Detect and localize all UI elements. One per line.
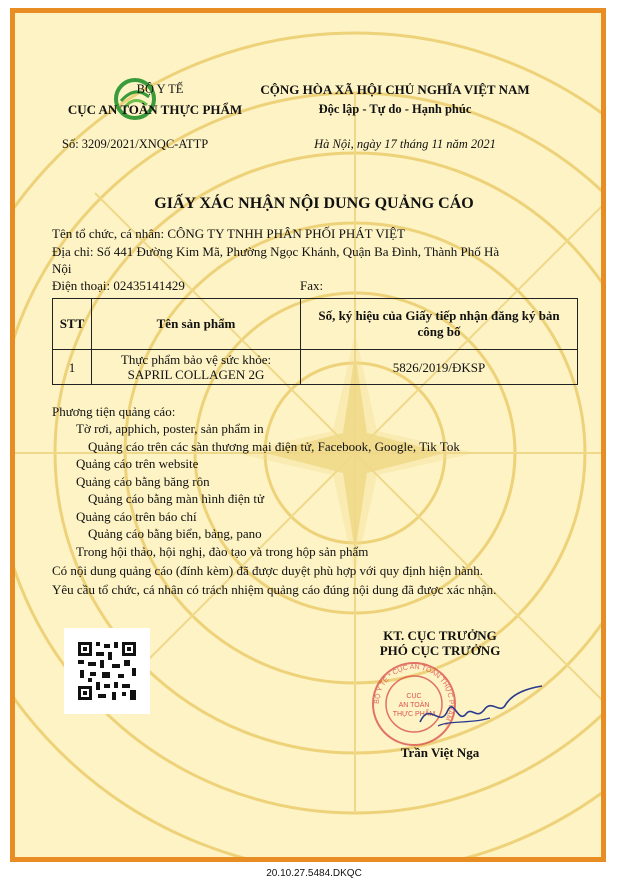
ad-means-list	[76, 420, 460, 560]
place-date: Hà Nội, ngày 17 tháng 11 năm 2021	[314, 137, 496, 151]
header-product-name: Tên sản phẩm	[92, 299, 301, 350]
ministry-name: BỘ Y TẾ	[136, 82, 184, 96]
table-row	[53, 350, 578, 385]
cell-product-name	[92, 350, 301, 385]
responsibility-statement: Yêu cầu tổ chức, cá nhân có trách nhiệm quảng cáo đúng nội dung đã được xác nhận.	[52, 582, 497, 597]
product-table	[52, 298, 578, 385]
list-item: Quảng cáo bằng băng rôn	[76, 473, 210, 489]
ad-means-label: Phương tiện quảng cáo:	[52, 404, 176, 419]
list-item: Trong hội thảo, hội nghị, đào tạo và trong hộp sản phẩm	[76, 543, 369, 559]
organization-address-line1: Địa chỉ: Số 441 Đường Kim Mã, Phường Ngọc Khánh, Quận Ba Đình, Thành Phố Hà	[52, 244, 500, 259]
header-registration-number: Số, ký hiệu của Giấy tiếp nhận đăng ký bản công bố	[301, 299, 578, 350]
approval-statement: Có nội dung quảng cáo (đính kèm) đã được duyệt phù hợp với quy định hiện hành.	[52, 563, 483, 578]
signer-name: Trần Việt Nga	[400, 745, 480, 760]
organization-fax: Fax:	[300, 278, 324, 293]
signature-title-2: PHÓ CỤC TRƯỞNG	[379, 643, 501, 658]
organization-phone: Điện thoại: 02435141429	[52, 278, 185, 293]
stamp-line-1: CỤC	[406, 693, 422, 700]
header-stt: STT	[53, 299, 92, 350]
organization-address-line2: Nội	[52, 261, 72, 276]
footer-code: 20.10.27.5484.DKQC	[266, 868, 362, 879]
organization-name: Tên tổ chức, cá nhân: CÔNG TY TNHH PHÂN PHỐI PHÁT VIỆT	[52, 226, 405, 241]
list-item: Quảng cáo bằng màn hình điện tử	[88, 491, 265, 506]
stamp-line-3: THỰC PHẨM	[392, 711, 436, 718]
list-item: Quảng cáo trên website	[76, 456, 199, 471]
qr-code-icon	[64, 628, 150, 714]
cell-registration-number: 5826/2019/ĐKSP	[301, 350, 578, 385]
department-name: CỤC AN TOÀN THỰC PHẨM	[67, 102, 243, 117]
stamp-ring-text: BỘ Y TẾ * CỤC AN TOÀN THỰC PHẨM *	[373, 663, 455, 727]
motto: Độc lập - Tự do - Hạnh phúc	[318, 102, 472, 116]
document-number: Số: 3209/2021/XNQC-ATTP	[62, 137, 209, 151]
handwritten-signature	[410, 680, 550, 740]
qr-code-container	[64, 628, 150, 714]
list-item: Quảng cáo trên các sàn thương mại điện tử, Facebook, Google, Tik Tok	[88, 438, 460, 454]
list-item: Quảng cáo trên báo chí	[76, 508, 197, 524]
cell-stt: 1	[53, 350, 92, 385]
product-name: SAPRIL COLLAGEN 2G	[127, 367, 265, 382]
page-title: GIẤY XÁC NHẬN NỘI DUNG QUẢNG CÁO	[154, 195, 474, 212]
republic-name: CỘNG HÒA XÃ HỘI CHỦ NGHĨA VIỆT NAM	[260, 82, 530, 97]
list-item: Quảng cáo bằng biển, bảng, pano	[88, 526, 262, 541]
signature-title-1: KT. CỤC TRƯỞNG	[383, 628, 497, 643]
product-type: Thực phẩm bảo vệ sức khỏe:	[120, 352, 272, 367]
table-header-row	[53, 299, 578, 350]
list-item: Tờ rơi, apphich, poster, sản phẩm in	[76, 421, 264, 436]
stamp-line-2: AN TOÀN	[398, 702, 430, 709]
